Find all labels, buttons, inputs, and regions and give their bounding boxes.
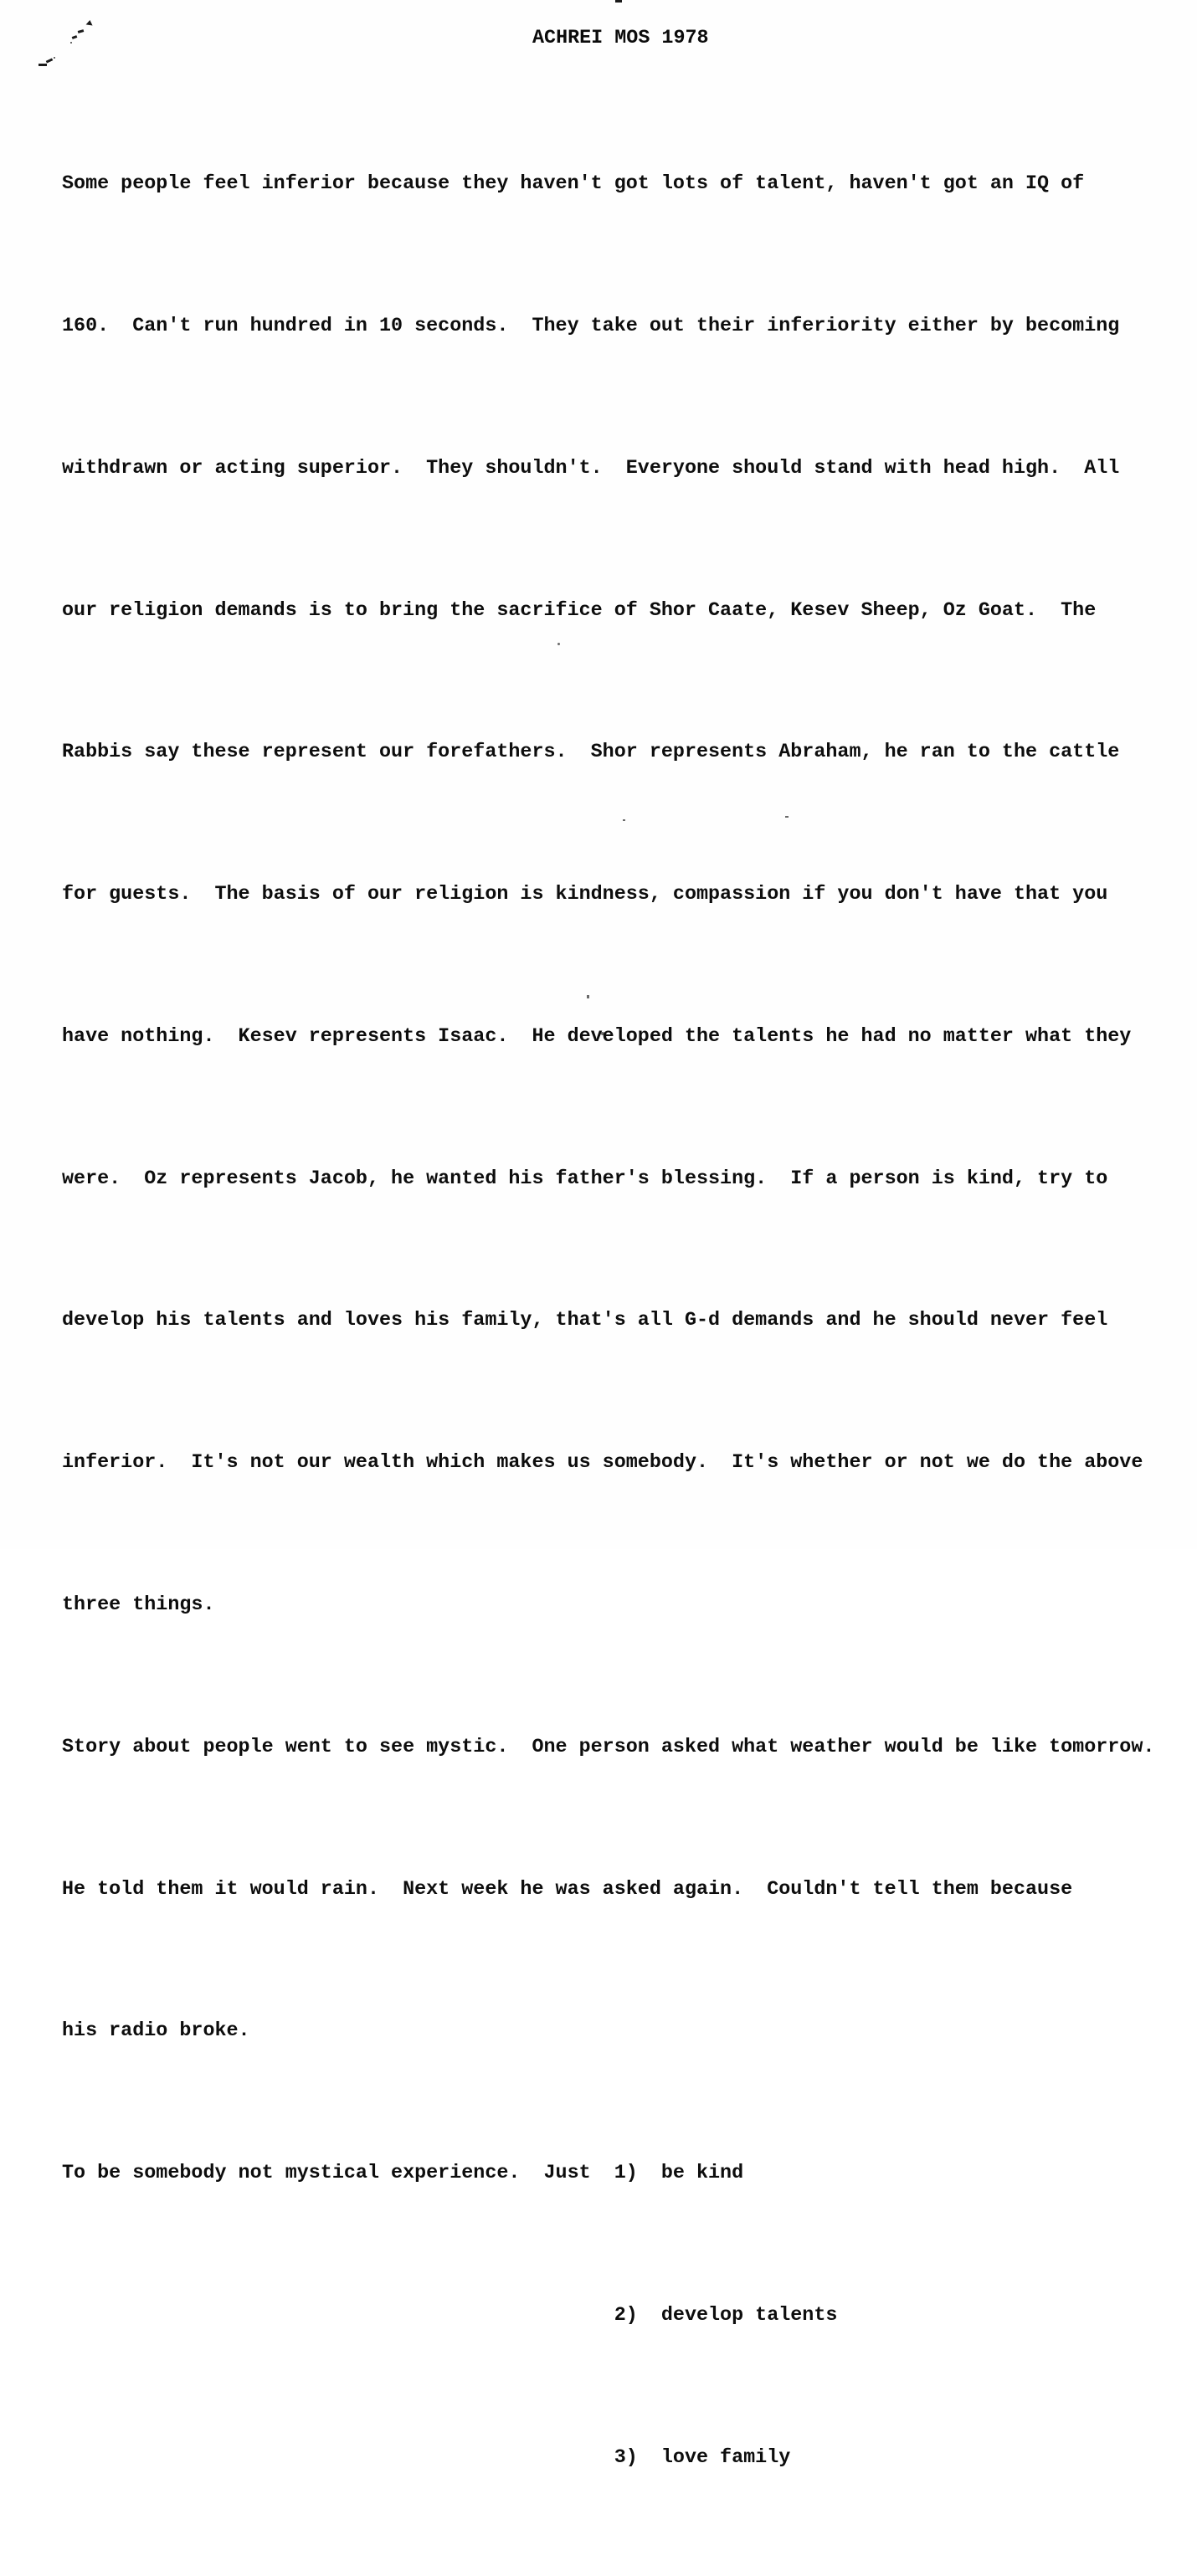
ink-speck (70, 42, 72, 44)
text-line: our religion demands is to bring the sacrifice of Shor Caate, Kesev Sheep, Oz Goat. The (62, 599, 1097, 622)
ink-speck (72, 35, 78, 39)
text-line: develop his talents and loves his family, that's all G-d demands and he should never feel (62, 1310, 1108, 1332)
list-item: 3) love family (614, 2446, 791, 2469)
text-line: Some people feel inferior because they haven't got lots of talent, haven't got an IQ of (62, 173, 1085, 196)
text-line: have nothing. Kesev represents Isaac. He developed the talents he had no matter what they (62, 1025, 1132, 1048)
text-line: 160. Can't run hundred in 10 seconds. They take out their inferiority either by becoming (62, 315, 1120, 337)
text-line: Rabbis say these represent our forefathers. Shor represents Abraham, he ran to the cattle (62, 741, 1120, 764)
text-line: for guests. The basis of our religion is kindness, compassion if you don't have that you (62, 884, 1108, 906)
ink-speck (54, 57, 55, 59)
ink-speck (615, 0, 622, 3)
text-line: were. Oz represents Jacob, he wanted his father's blessing. If a person is kind, try to (62, 1167, 1108, 1190)
text-line: He told them it would rain. Next week he was asked again. Couldn't tell them because (62, 1878, 1073, 1901)
text-line: inferior. It's not our wealth which makes us somebody. It's whether or not we do the above (62, 1452, 1143, 1475)
page-title: ACHREI MOS 1978 (532, 28, 709, 49)
pen-mark (39, 64, 47, 66)
text-line: To be somebody not mystical experience. Just 1) be kind (62, 2163, 744, 2185)
list-item: 2) develop talents (614, 2304, 838, 2327)
ink-speck (78, 29, 85, 33)
text-line: Story about people went to see mystic. One person asked what weather would be like tomorrow. (62, 1736, 1155, 1758)
text-line: his radio broke. (62, 2020, 250, 2043)
text-line: withdrawn or acting superior. They shouldn't. Everyone should stand with head high. All (62, 457, 1120, 480)
text-line: three things. (62, 1594, 215, 1616)
pen-mark (86, 19, 94, 25)
document-body (62, 66, 1154, 2576)
pen-mark (46, 58, 54, 63)
